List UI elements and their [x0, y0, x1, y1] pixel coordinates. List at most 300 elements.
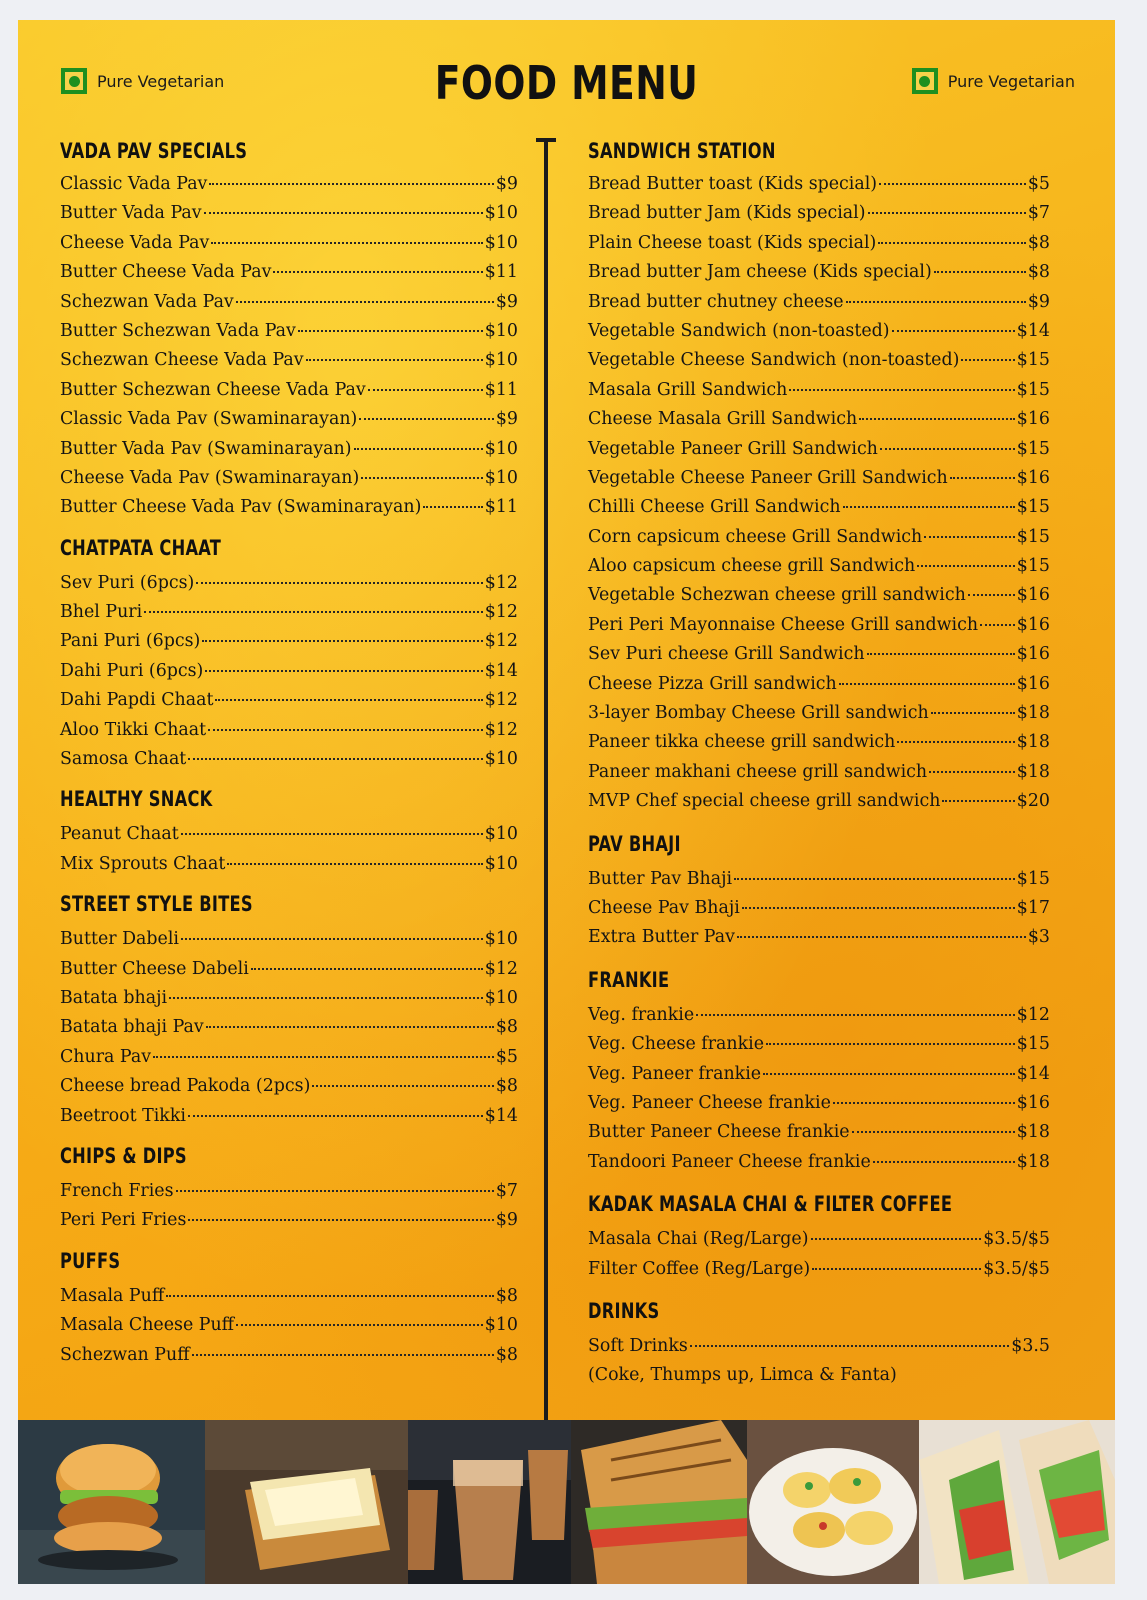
dot-leader	[192, 1354, 494, 1356]
item-name: Extra Butter Pav	[588, 927, 735, 948]
menu-item	[588, 787, 1050, 816]
item-price: $14	[1016, 1063, 1050, 1084]
menu-item	[60, 1282, 518, 1311]
masala-chai-photo	[408, 1420, 571, 1584]
item-price: $10	[484, 987, 518, 1008]
dot-leader	[251, 968, 483, 970]
menu-item	[60, 1177, 518, 1206]
menu-item	[588, 523, 1050, 552]
menu-item	[588, 1030, 1050, 1059]
dot-leader	[368, 389, 483, 391]
dot-leader	[737, 936, 1026, 938]
veg-symbol-icon	[61, 68, 87, 94]
item-name: Masala Puff	[60, 1285, 165, 1306]
item-price: $15	[1016, 438, 1050, 459]
item-price: $12	[484, 572, 518, 593]
item-name: Vegetable Paneer Grill Sandwich	[588, 438, 878, 459]
item-name: Aloo capsicum cheese grill Sandwich	[588, 556, 916, 577]
menu-item	[588, 758, 1050, 787]
menu-item	[588, 865, 1050, 894]
dot-leader	[892, 330, 1015, 332]
dot-leader	[361, 477, 483, 479]
menu-item	[60, 288, 518, 317]
menu-item	[588, 894, 1050, 923]
item-name: Filter Coffee (Reg/Large)	[588, 1258, 811, 1279]
item-name: Batata bhaji	[60, 987, 168, 1008]
dot-leader	[208, 729, 483, 731]
food-photo-strip	[18, 1420, 1115, 1584]
menu-item	[60, 1311, 518, 1340]
dot-leader	[833, 1102, 1015, 1104]
section-vada-pav-specials	[60, 138, 518, 523]
menu-item	[588, 170, 1050, 199]
veg-badge-label: Pure Vegetarian	[947, 71, 1075, 91]
item-name: Butter Paneer Cheese frankie	[588, 1122, 850, 1143]
menu-item	[60, 170, 518, 199]
item-name: Peri Peri Fries	[60, 1210, 187, 1231]
item-price: $3.5	[1011, 1335, 1050, 1356]
section-heading: PAV BHAJI	[588, 831, 681, 856]
item-price: $18	[1016, 761, 1050, 782]
dot-leader	[696, 1014, 1015, 1016]
item-price: $17	[1016, 897, 1050, 918]
item-price: $16	[1016, 644, 1050, 665]
dot-leader	[846, 301, 1026, 303]
sev-puri-photo	[747, 1420, 919, 1584]
dot-leader	[950, 477, 1015, 479]
dot-leader	[206, 1026, 494, 1028]
item-price: $15	[1016, 556, 1050, 577]
item-name: Bread butter Jam cheese (Kids special)	[588, 262, 932, 283]
item-name: French Fries	[60, 1180, 174, 1201]
dot-leader	[879, 183, 1026, 185]
item-price: $16	[1016, 409, 1050, 430]
item-price: $8	[495, 1076, 518, 1097]
item-name: Bhel Puri	[60, 602, 143, 623]
dot-leader	[763, 1073, 1015, 1075]
menu-item	[60, 820, 518, 849]
menu-item	[60, 850, 518, 879]
item-name: Sev Puri cheese Grill Sandwich	[588, 644, 865, 665]
menu-item	[588, 1060, 1050, 1089]
dot-leader	[211, 242, 482, 244]
dot-leader	[852, 1131, 1015, 1133]
cheese-toast-photo	[205, 1420, 408, 1584]
item-price: $7	[495, 1180, 518, 1201]
item-price: $5	[1027, 174, 1050, 194]
menu-item	[588, 1001, 1050, 1030]
dot-leader	[811, 1238, 982, 1240]
section-heading: PUFFS	[60, 1248, 121, 1273]
dot-leader	[181, 833, 483, 835]
dot-leader	[690, 1345, 1009, 1347]
dot-leader	[880, 448, 1015, 450]
item-price: $15	[1016, 497, 1050, 518]
item-price: $3.5/$5	[983, 1229, 1050, 1250]
item-price: $16	[1016, 467, 1050, 488]
item-name: Masala Cheese Puff	[60, 1315, 235, 1336]
dot-leader	[924, 536, 1015, 538]
item-name: Dahi Papdi Chaat	[60, 690, 214, 711]
section-kadak-masala-chai-and-filter-coffee	[588, 1191, 1050, 1284]
dot-leader	[196, 582, 483, 584]
item-price: $3	[1027, 927, 1050, 948]
item-price: $14	[484, 660, 518, 681]
menu-item	[60, 627, 518, 656]
item-price: $20	[1016, 791, 1050, 812]
menu-item	[60, 1341, 518, 1370]
menu-item	[60, 229, 518, 258]
menu-item	[588, 199, 1050, 228]
dot-leader	[839, 683, 1015, 685]
item-price: $18	[1016, 1122, 1050, 1143]
item-name: Chura Pav	[60, 1046, 152, 1067]
dot-leader	[868, 212, 1026, 214]
dot-leader	[188, 758, 483, 760]
menu-item	[60, 346, 518, 375]
item-name: Vegetable Cheese Paneer Grill Sandwich	[588, 467, 948, 488]
dot-leader	[202, 640, 482, 642]
menu-item	[588, 1089, 1050, 1118]
item-name: Butter Dabeli	[60, 929, 179, 950]
section-chips-and-dips	[60, 1143, 518, 1236]
item-name: Cheese Masala Grill Sandwich	[588, 409, 858, 430]
menu-item	[60, 435, 518, 464]
menu-item	[60, 376, 518, 405]
menu-page	[18, 20, 1115, 1584]
menu-item	[60, 984, 518, 1013]
menu-item	[60, 317, 518, 346]
item-name: Bread butter Jam (Kids special)	[588, 203, 866, 224]
column-divider	[544, 138, 548, 1458]
dot-leader	[306, 359, 483, 361]
dot-leader	[273, 271, 482, 273]
menu-item	[588, 376, 1050, 405]
menu-item	[60, 405, 518, 434]
menu-item	[588, 1332, 1050, 1361]
item-name: Cheese Vada Pav	[60, 232, 210, 253]
menu-item	[588, 1255, 1050, 1284]
item-name: Aloo Tikki Chaat	[60, 719, 207, 740]
menu-item	[588, 581, 1050, 610]
dot-leader	[934, 271, 1026, 273]
section-heading: DRINKS	[588, 1298, 660, 1323]
section-frankie	[588, 967, 1050, 1177]
item-price: $11	[484, 497, 518, 518]
dot-leader	[209, 183, 493, 185]
item-price: $9	[495, 409, 518, 430]
item-price: $8	[495, 1344, 518, 1365]
item-price: $8	[495, 1285, 518, 1306]
menu-item	[60, 598, 518, 627]
item-price: $18	[1016, 732, 1050, 753]
item-name: Butter Vada Pav	[60, 203, 202, 224]
dot-leader	[859, 418, 1015, 420]
item-price: $12	[484, 719, 518, 740]
item-price: $16	[1016, 614, 1050, 635]
item-price: $16	[1016, 1092, 1050, 1113]
item-name: Dahi Puri (6pcs)	[60, 660, 204, 681]
dot-leader	[961, 359, 1014, 361]
item-price: $9	[495, 291, 518, 312]
section-heading: CHATPATA CHAAT	[60, 535, 222, 560]
item-price: $14	[484, 1105, 518, 1126]
item-price: $3.5/$5	[983, 1258, 1050, 1279]
section-healthy-snack	[60, 786, 518, 879]
item-price: $9	[1027, 291, 1050, 312]
item-name: Cheese bread Pakoda (2pcs)	[60, 1076, 311, 1097]
item-name: Cheese Pav Bhaji	[588, 897, 740, 918]
item-price: $10	[484, 232, 518, 253]
item-name: Batata bhaji Pav	[60, 1017, 204, 1038]
veg-sandwich-photo	[919, 1420, 1115, 1584]
item-name: Corn capsicum cheese Grill Sandwich	[588, 526, 923, 547]
item-price: $10	[484, 438, 518, 459]
item-name: Masala Grill Sandwich	[588, 379, 788, 400]
menu-item	[60, 1013, 518, 1042]
item-price: $16	[1016, 673, 1050, 694]
dot-leader	[766, 1043, 1015, 1045]
menu-item	[588, 728, 1050, 757]
dot-leader	[931, 712, 1015, 714]
right-menu-column	[588, 138, 1050, 1391]
item-price: $16	[1016, 585, 1050, 606]
item-name: Soft Drinks	[588, 1335, 688, 1356]
item-price: $8	[1027, 232, 1050, 253]
item-price: $8	[1027, 262, 1050, 283]
item-price: $10	[484, 320, 518, 341]
item-price: $11	[484, 379, 518, 400]
dot-leader	[298, 330, 483, 332]
item-price: $15	[1016, 379, 1050, 400]
item-name: Veg. frankie	[588, 1004, 695, 1025]
dot-leader	[742, 907, 1015, 909]
item-name: Beetroot Tikki	[60, 1105, 186, 1126]
dot-leader	[789, 389, 1014, 391]
dot-leader	[734, 878, 1015, 880]
item-name: Classic Vada Pav	[60, 174, 208, 194]
section-heading: HEALTHY SNACK	[60, 787, 213, 812]
item-name: Vegetable Cheese Sandwich (non-toasted)	[588, 350, 960, 371]
menu-item	[60, 925, 518, 954]
dot-leader	[942, 800, 1014, 802]
item-price: $18	[1016, 703, 1050, 724]
item-name: Tandoori Paneer Cheese frankie	[588, 1151, 871, 1172]
dot-leader	[867, 653, 1015, 655]
dot-leader	[236, 1324, 483, 1326]
menu-item	[60, 657, 518, 686]
veg-badge-right	[912, 68, 1075, 94]
item-name: Sev Puri (6pcs)	[60, 572, 195, 593]
menu-item	[588, 464, 1050, 493]
menu-item	[588, 493, 1050, 522]
item-name: Veg. Paneer frankie	[588, 1063, 762, 1084]
dot-leader	[166, 1295, 494, 1297]
dot-leader	[968, 594, 1015, 596]
menu-item	[60, 199, 518, 228]
dot-leader	[359, 418, 494, 420]
menu-item	[588, 670, 1050, 699]
dot-leader	[181, 938, 483, 940]
menu-item	[588, 317, 1050, 346]
item-name: Butter Cheese Vada Pav	[60, 262, 272, 283]
menu-item	[588, 1225, 1050, 1254]
item-name: Butter Schezwan Vada Pav	[60, 320, 296, 341]
menu-item	[60, 1206, 518, 1235]
item-name: Cheese Vada Pav (Swaminarayan)	[60, 467, 360, 488]
item-price: $5	[495, 1046, 518, 1067]
menu-item	[60, 955, 518, 984]
menu-item	[588, 923, 1050, 952]
item-price: $10	[484, 929, 518, 950]
item-name: Cheese Pizza Grill sandwich	[588, 673, 837, 694]
section-heading: FRANKIE	[588, 967, 670, 992]
section-heading: VADA PAV SPECIALS	[60, 139, 248, 163]
item-name: MVP Chef special cheese grill sandwich	[588, 791, 941, 812]
item-price: $10	[484, 467, 518, 488]
dot-leader	[188, 1115, 483, 1117]
dot-leader	[169, 997, 483, 999]
dot-leader	[153, 1056, 494, 1058]
item-name: Vegetable Schezwan cheese grill sandwich	[588, 585, 966, 606]
section-note: (Coke, Thumps up, Limca & Fanta)	[588, 1365, 897, 1386]
item-name: Chilli Cheese Grill Sandwich	[588, 497, 841, 518]
section-puffs	[60, 1248, 518, 1370]
dot-leader	[215, 699, 482, 701]
item-price: $10	[484, 853, 518, 874]
menu-item	[588, 611, 1050, 640]
section-sandwich-station	[588, 138, 1050, 817]
menu-item	[588, 346, 1050, 375]
item-name: Mix Sprouts Chaat	[60, 853, 226, 874]
dot-leader	[236, 301, 494, 303]
item-price: $10	[484, 824, 518, 845]
item-name: Butter Cheese Vada Pav (Swaminarayan)	[60, 497, 422, 518]
item-price: $12	[484, 690, 518, 711]
veg-badge-label: Pure Vegetarian	[97, 71, 225, 91]
dot-leader	[812, 1268, 981, 1270]
vada-pav-photo	[18, 1420, 205, 1584]
item-name: Paneer tikka cheese grill sandwich	[588, 732, 896, 753]
dot-leader	[312, 1085, 494, 1087]
dot-leader	[354, 448, 483, 450]
page-title: FOOD MENU	[434, 56, 699, 110]
dot-leader	[205, 670, 482, 672]
section-heading: STREET STYLE BITES	[60, 892, 253, 917]
menu-item	[588, 288, 1050, 317]
item-name: Bread butter chutney cheese	[588, 291, 844, 312]
item-name: Butter Pav Bhaji	[588, 868, 733, 889]
dot-leader	[188, 1219, 493, 1221]
item-name: Pani Puri (6pcs)	[60, 631, 201, 652]
item-price: $10	[484, 749, 518, 770]
menu-item	[60, 569, 518, 598]
dot-leader	[897, 741, 1014, 743]
grill-sandwich-photo	[571, 1420, 747, 1584]
section-heading: KADAK MASALA CHAI & FILTER COFFEE	[588, 1192, 953, 1217]
item-price: $11	[484, 262, 518, 283]
menu-item	[60, 1043, 518, 1072]
menu-item	[60, 493, 518, 522]
item-name: Peanut Chaat	[60, 824, 179, 845]
item-name: Butter Cheese Dabeli	[60, 958, 249, 979]
section-street-style-bites	[60, 891, 518, 1131]
item-name: Schezwan Cheese Vada Pav	[60, 350, 304, 371]
item-name: Veg. Paneer Cheese frankie	[588, 1092, 831, 1113]
item-price: $9	[495, 1210, 518, 1231]
menu-item	[60, 464, 518, 493]
menu-item	[588, 640, 1050, 669]
dot-leader	[878, 242, 1026, 244]
menu-item	[588, 1148, 1050, 1177]
item-name: Schezwan Vada Pav	[60, 291, 234, 312]
menu-item	[60, 686, 518, 715]
dot-leader	[980, 624, 1015, 626]
section-heading: CHIPS & DIPS	[60, 1143, 187, 1168]
item-name: Bread Butter toast (Kids special)	[588, 174, 878, 194]
section-heading: SANDWICH STATION	[588, 139, 776, 163]
item-price: $12	[484, 958, 518, 979]
item-price: $7	[1027, 203, 1050, 224]
dot-leader	[843, 506, 1015, 508]
item-name: Plain Cheese toast (Kids special)	[588, 232, 877, 253]
item-name: Peri Peri Mayonnaise Cheese Grill sandwich	[588, 614, 979, 635]
item-price: $14	[1016, 320, 1050, 341]
dot-leader	[144, 611, 483, 613]
menu-item	[588, 229, 1050, 258]
item-price: $18	[1016, 1151, 1050, 1172]
menu-item	[60, 1072, 518, 1101]
dot-leader	[204, 212, 483, 214]
dot-leader	[423, 506, 482, 508]
veg-symbol-icon	[912, 68, 938, 94]
item-name: Veg. Cheese frankie	[588, 1034, 764, 1055]
item-price: $12	[1016, 1004, 1050, 1025]
menu-item	[588, 258, 1050, 287]
menu-item	[588, 405, 1050, 434]
item-name: Classic Vada Pav (Swaminarayan)	[60, 409, 358, 430]
item-price: $12	[484, 631, 518, 652]
item-name: Masala Chai (Reg/Large)	[588, 1229, 809, 1250]
item-name: Samosa Chaat	[60, 749, 187, 770]
dot-leader	[929, 771, 1015, 773]
menu-item	[60, 745, 518, 774]
item-name: Butter Vada Pav (Swaminarayan)	[60, 438, 352, 459]
dot-leader	[873, 1161, 1015, 1163]
item-name: Paneer makhani cheese grill sandwich	[588, 761, 928, 782]
item-price: $15	[1016, 868, 1050, 889]
menu-item	[588, 699, 1050, 728]
item-price: $15	[1016, 350, 1050, 371]
menu-item	[588, 435, 1050, 464]
left-menu-column	[60, 138, 518, 1370]
dot-leader	[227, 863, 482, 865]
menu-item	[60, 716, 518, 745]
item-price: $8	[495, 1017, 518, 1038]
item-price: $15	[1016, 1034, 1050, 1055]
item-name: Vegetable Sandwich (non-toasted)	[588, 320, 890, 341]
item-price: $10	[484, 350, 518, 371]
item-price: $10	[484, 1315, 518, 1336]
menu-item	[60, 1102, 518, 1131]
dot-leader	[917, 565, 1015, 567]
dot-leader	[176, 1190, 494, 1192]
section-chatpata-chaat	[60, 535, 518, 775]
item-price: $10	[484, 203, 518, 224]
section-drinks	[588, 1298, 1050, 1391]
section-pav-bhaji	[588, 831, 1050, 953]
menu-item	[588, 552, 1050, 581]
